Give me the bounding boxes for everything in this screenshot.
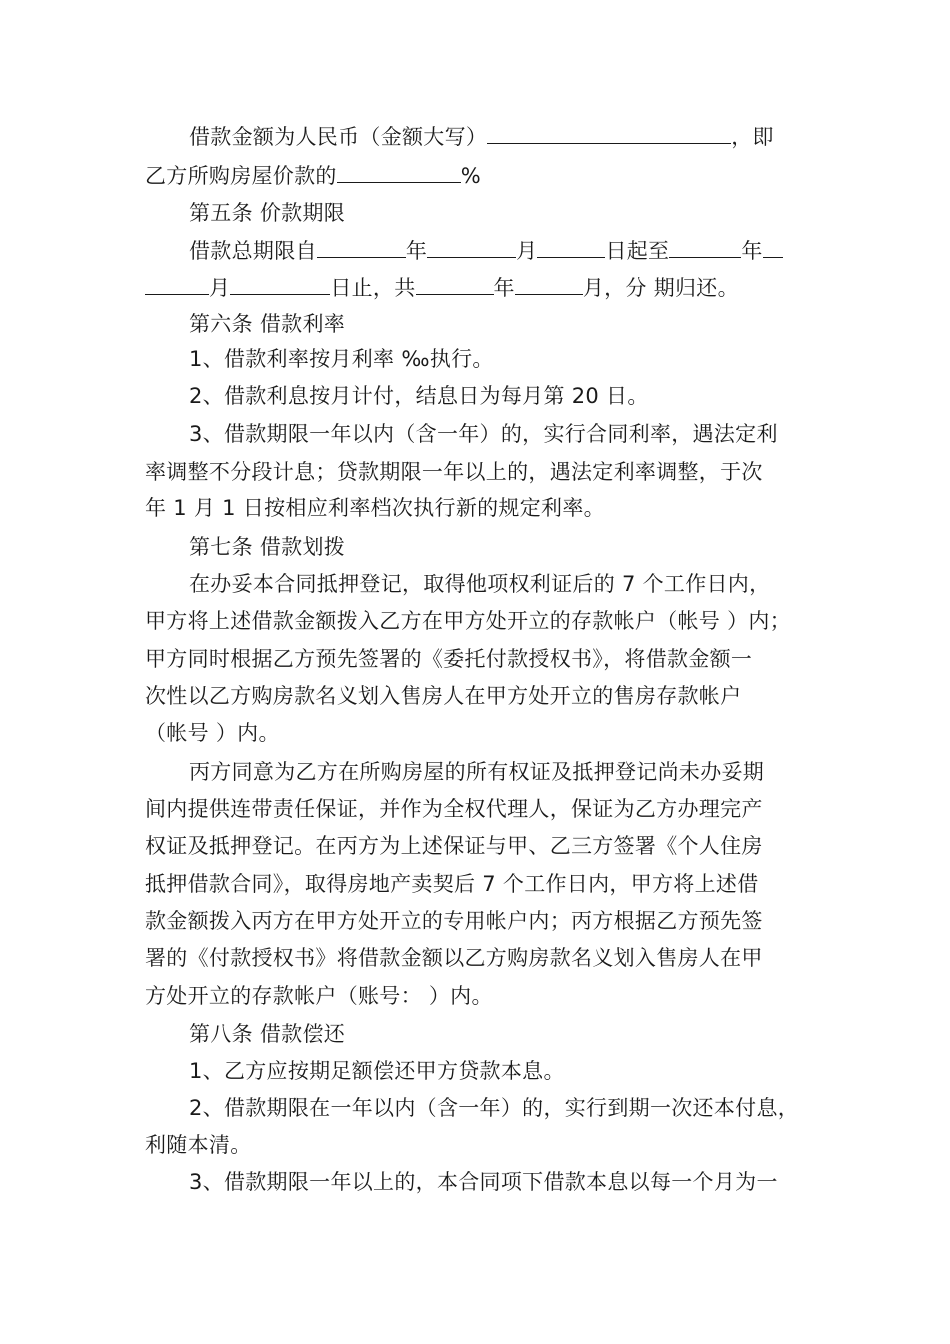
paragraph-line: 年 1 月 1 日按相应利率档次执行新的规定利率。: [145, 496, 605, 520]
section-heading: 第八条 借款偿还: [189, 1022, 346, 1046]
paragraph-line: 抵押借款合同》，取得房地产卖契后 7 个工作日内，甲方将上述借: [145, 872, 759, 896]
text: 借款金额为人民币（金额大写）: [189, 125, 488, 149]
paragraph-line: 1、借款利率按月利率 ‰执行。: [189, 347, 494, 371]
text: 月，分 期归还。: [582, 276, 739, 300]
text: 日止，共: [330, 276, 416, 300]
blank-total-years[interactable]: [416, 272, 494, 295]
paragraph-line: 权证及抵押登记。在丙方为上述保证与甲、乙三方签署《个人住房: [145, 834, 763, 858]
paragraph-line: [189, 121, 825, 151]
paragraph-line: 2、借款期限在一年以内（含一年）的，实行到期一次还本付息，: [189, 1096, 800, 1120]
paragraph-line: 3、借款期限一年以上的，本合同项下借款本息以每一个月为一: [189, 1170, 778, 1194]
text: 日起至: [605, 239, 670, 263]
blank-end-month-part[interactable]: [763, 235, 783, 258]
blank-end-day[interactable]: [230, 272, 330, 295]
text: 年: [493, 276, 515, 300]
blank-start-month[interactable]: [427, 235, 516, 258]
paragraph-line: 在办妥本合同抵押登记，取得他项权利证后的 7 个工作日内，: [189, 572, 771, 596]
paragraph-line: [145, 272, 825, 302]
paragraph-line: 间内提供连带责任保证，并作为全权代理人，保证为乙方办理完产: [145, 797, 763, 821]
section-heading: 第六条 借款利率: [189, 312, 346, 336]
text: 年: [741, 239, 763, 263]
paragraph-line: 丙方同意为乙方在所购房屋的所有权证及抵押登记尚未办妥期: [189, 760, 765, 784]
blank-start-year[interactable]: [317, 235, 406, 258]
blank-start-day[interactable]: [537, 235, 605, 258]
paragraph-line: 次性以乙方购房款名义划入售房人在甲方处开立的售房存款帐户: [145, 684, 742, 708]
text: 年: [405, 239, 428, 263]
paragraph-line: 署的《付款授权书》将借款金额以乙方购房款名义划入售房人在甲: [145, 946, 763, 970]
paragraph-line: 利随本清。: [145, 1133, 252, 1157]
text: 月: [209, 276, 231, 300]
section-heading: 第七条 借款划拨: [189, 535, 346, 559]
paragraph-line: 甲方将上述借款金额拨入乙方在甲方处开立的存款帐户（帐号 ）内；: [145, 609, 791, 633]
text: 借款总期限自: [189, 239, 317, 263]
text: 乙方所购房屋价款的: [145, 164, 337, 188]
text: 月: [516, 239, 538, 263]
text: ，即: [731, 125, 774, 149]
paragraph-line: 方处开立的存款帐户（账号： ）内。: [145, 984, 493, 1008]
blank-end-year[interactable]: [669, 235, 741, 258]
blank-percentage[interactable]: [337, 160, 461, 183]
paragraph-line: 率调整不分段计息；贷款期限一年以上的，遇法定利率调整，于次: [145, 460, 763, 484]
paragraph-line: 甲方同时根据乙方预先签署的《委托付款授权书》，将借款金额一: [145, 647, 753, 671]
blank-end-month[interactable]: [145, 272, 209, 295]
paragraph-line: 3、借款期限一年以内（含一年）的，实行合同利率，遇法定利: [189, 422, 778, 446]
paragraph-line: [189, 235, 825, 265]
paragraph-line: 2、借款利息按月计付，结息日为每月第 20 日。: [189, 384, 649, 408]
paragraph-line: 1、乙方应按期足额偿还甲方贷款本息。: [189, 1059, 565, 1083]
paragraph-line: [145, 160, 825, 190]
blank-amount-uppercase[interactable]: [487, 121, 731, 144]
section-heading: 第五条 价款期限: [189, 201, 346, 225]
paragraph-line: （帐号 ）内。: [145, 721, 280, 745]
text: %: [460, 164, 481, 188]
paragraph-line: 款金额拨入丙方在甲方处开立的专用帐户内；丙方根据乙方预先签: [145, 909, 763, 933]
blank-total-months[interactable]: [515, 272, 583, 295]
